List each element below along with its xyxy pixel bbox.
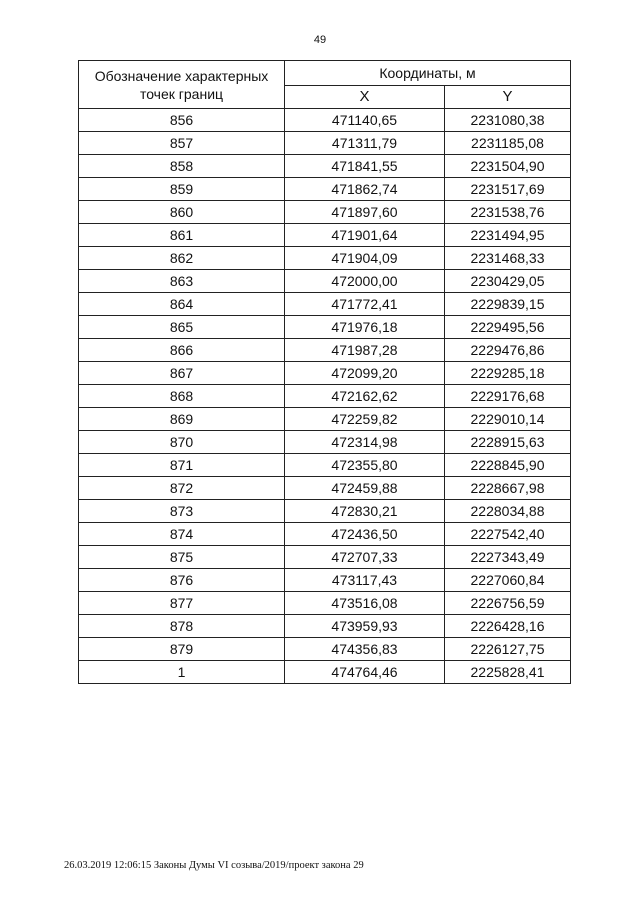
x-cell: 472830,21 bbox=[285, 500, 445, 523]
x-cell: 471772,41 bbox=[285, 293, 445, 316]
y-cell: 2228667,98 bbox=[445, 477, 571, 500]
point-cell: 876 bbox=[79, 569, 285, 592]
table-row bbox=[79, 132, 571, 155]
header-y: Y bbox=[445, 86, 571, 109]
page-number: 49 bbox=[313, 34, 327, 46]
point-cell: 877 bbox=[79, 592, 285, 615]
table-row bbox=[79, 362, 571, 385]
table-row bbox=[79, 293, 571, 316]
point-cell: 870 bbox=[79, 431, 285, 454]
x-cell: 472707,33 bbox=[285, 546, 445, 569]
x-cell: 472099,20 bbox=[285, 362, 445, 385]
x-cell: 471311,79 bbox=[285, 132, 445, 155]
y-cell: 2229010,14 bbox=[445, 408, 571, 431]
table-row bbox=[79, 546, 571, 569]
y-cell: 2231538,76 bbox=[445, 201, 571, 224]
point-cell: 879 bbox=[79, 638, 285, 661]
y-cell: 2231468,33 bbox=[445, 247, 571, 270]
x-cell: 472000,00 bbox=[285, 270, 445, 293]
table-row bbox=[79, 523, 571, 546]
y-cell: 2229476,86 bbox=[445, 339, 571, 362]
footer-stamp: 26.03.2019 12:06:15 Законы Думы VI созыва/2019/проект закона 29 bbox=[64, 860, 364, 871]
point-cell: 860 bbox=[79, 201, 285, 224]
y-cell: 2229839,15 bbox=[445, 293, 571, 316]
table-row bbox=[79, 109, 571, 132]
y-cell: 2229285,18 bbox=[445, 362, 571, 385]
y-cell: 2228034,88 bbox=[445, 500, 571, 523]
y-cell: 2231504,90 bbox=[445, 155, 571, 178]
x-cell: 472259,82 bbox=[285, 408, 445, 431]
coordinates-table bbox=[78, 60, 571, 684]
table-row bbox=[79, 477, 571, 500]
point-cell: 1 bbox=[79, 661, 285, 684]
y-cell: 2229495,56 bbox=[445, 316, 571, 339]
point-cell: 873 bbox=[79, 500, 285, 523]
x-cell: 471140,65 bbox=[285, 109, 445, 132]
table-row bbox=[79, 270, 571, 293]
point-cell: 862 bbox=[79, 247, 285, 270]
point-cell: 878 bbox=[79, 615, 285, 638]
y-cell: 2226428,16 bbox=[445, 615, 571, 638]
y-cell: 2230429,05 bbox=[445, 270, 571, 293]
table-row bbox=[79, 615, 571, 638]
header-points: Обозначение характерных точек границ bbox=[79, 61, 285, 109]
x-cell: 474356,83 bbox=[285, 638, 445, 661]
header-coordinates: Координаты, м bbox=[285, 61, 571, 86]
x-cell: 471904,09 bbox=[285, 247, 445, 270]
point-cell: 867 bbox=[79, 362, 285, 385]
x-cell: 471841,55 bbox=[285, 155, 445, 178]
table-row bbox=[79, 316, 571, 339]
y-cell: 2225828,41 bbox=[445, 661, 571, 684]
header-x: X bbox=[285, 86, 445, 109]
point-cell: 859 bbox=[79, 178, 285, 201]
table-row bbox=[79, 661, 571, 684]
point-cell: 861 bbox=[79, 224, 285, 247]
y-cell: 2226127,75 bbox=[445, 638, 571, 661]
point-cell: 864 bbox=[79, 293, 285, 316]
point-cell: 875 bbox=[79, 546, 285, 569]
x-cell: 472436,50 bbox=[285, 523, 445, 546]
table-row bbox=[79, 247, 571, 270]
point-cell: 858 bbox=[79, 155, 285, 178]
y-cell: 2231185,08 bbox=[445, 132, 571, 155]
table-row bbox=[79, 339, 571, 362]
table-row bbox=[79, 201, 571, 224]
table-row bbox=[79, 569, 571, 592]
point-cell: 868 bbox=[79, 385, 285, 408]
y-cell: 2228915,63 bbox=[445, 431, 571, 454]
point-cell: 872 bbox=[79, 477, 285, 500]
table-row bbox=[79, 155, 571, 178]
point-cell: 857 bbox=[79, 132, 285, 155]
y-cell: 2226756,59 bbox=[445, 592, 571, 615]
table-row bbox=[79, 431, 571, 454]
x-cell: 471987,28 bbox=[285, 339, 445, 362]
point-cell: 866 bbox=[79, 339, 285, 362]
x-cell: 472355,80 bbox=[285, 454, 445, 477]
x-cell: 471897,60 bbox=[285, 201, 445, 224]
x-cell: 471901,64 bbox=[285, 224, 445, 247]
table-row bbox=[79, 638, 571, 661]
table-body bbox=[79, 109, 571, 684]
y-cell: 2229176,68 bbox=[445, 385, 571, 408]
point-cell: 856 bbox=[79, 109, 285, 132]
table-row bbox=[79, 224, 571, 247]
y-cell: 2227542,40 bbox=[445, 523, 571, 546]
y-cell: 2231080,38 bbox=[445, 109, 571, 132]
table-row bbox=[79, 178, 571, 201]
x-cell: 473516,08 bbox=[285, 592, 445, 615]
y-cell: 2228845,90 bbox=[445, 454, 571, 477]
table-row bbox=[79, 500, 571, 523]
table-row bbox=[79, 454, 571, 477]
x-cell: 474764,46 bbox=[285, 661, 445, 684]
x-cell: 472314,98 bbox=[285, 431, 445, 454]
table-row bbox=[79, 592, 571, 615]
x-cell: 471862,74 bbox=[285, 178, 445, 201]
point-cell: 869 bbox=[79, 408, 285, 431]
x-cell: 471976,18 bbox=[285, 316, 445, 339]
x-cell: 472459,88 bbox=[285, 477, 445, 500]
x-cell: 473117,43 bbox=[285, 569, 445, 592]
point-cell: 865 bbox=[79, 316, 285, 339]
table-row bbox=[79, 385, 571, 408]
point-cell: 863 bbox=[79, 270, 285, 293]
table-row bbox=[79, 408, 571, 431]
point-cell: 871 bbox=[79, 454, 285, 477]
x-cell: 473959,93 bbox=[285, 615, 445, 638]
y-cell: 2227060,84 bbox=[445, 569, 571, 592]
y-cell: 2227343,49 bbox=[445, 546, 571, 569]
y-cell: 2231517,69 bbox=[445, 178, 571, 201]
point-cell: 874 bbox=[79, 523, 285, 546]
x-cell: 472162,62 bbox=[285, 385, 445, 408]
y-cell: 2231494,95 bbox=[445, 224, 571, 247]
